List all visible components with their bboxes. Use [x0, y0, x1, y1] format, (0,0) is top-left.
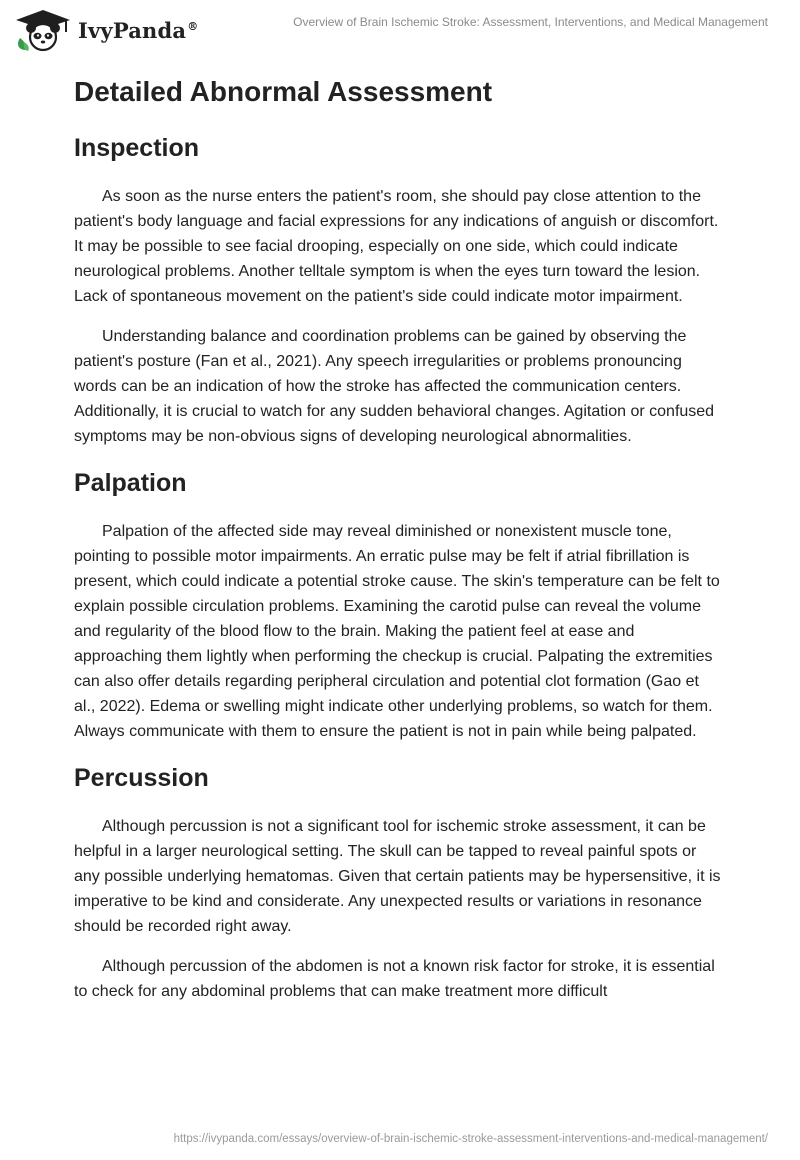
page-header — [0, 0, 800, 60]
paragraph: Although percussion is not a significant tool for ischemic stroke assessment, it can be helpful in a larger neurological setting. The skull can be tapped to reveal painful spots or any possible underlying hematomas. Given that certain patients may be hypersensitive, it is imperative to be kind and considerate. Any unexpected results or variations in resonance should be recorded right away. — [74, 818, 721, 935]
paragraph: Although percussion of the abdomen is not a known risk factor for stroke, it is essential to check for any abdominal problems that can make treatment more difficult — [74, 958, 715, 1000]
paragraph: Palpation of the affected side may reveal diminished or nonexistent muscle tone, pointing to possible motor impairments. An erratic pulse may be felt if atrial fibrillation is present, which could indicate a potential stroke cause. The skin's temperature can be felt to explain possible circulation problems. Examining the carotid pulse can reveal the volume and regularity of the blood flow to the brain. Making the patient feel at ease and approaching them lightly when performing the checkup is crucial. Palpating the extremities can also offer details regarding peripheral circulation and potential clot formation (Gao et al., 2022). Edema or swelling might indicate other underlying problems, so watch for them. Always communicate with them to ensure the patient is not in pain while being palpated. — [74, 523, 720, 740]
panda-graduation-cap-icon — [14, 8, 72, 52]
article-body — [74, 72, 724, 1004]
source-url[interactable]: https://ivypanda.com/essays/overview-of-brain-ischemic-stroke-assessment-interventions-and-medical-management/ — [173, 1133, 768, 1145]
section-heading-palpation: Palpation — [74, 469, 187, 497]
document-title: Overview of Brain Ischemic Stroke: Assessment, Interventions, and Medical Management — [293, 15, 768, 29]
section-heading-inspection: Inspection — [74, 134, 200, 162]
page-title: Detailed Abnormal Assessment — [74, 76, 493, 107]
brand-logo[interactable] — [14, 8, 198, 52]
paragraph: Understanding balance and coordination problems can be gained by observing the patient's posture (Fan et al., 2021). Any speech irregularities or problems pronouncing words can be an indication of how the stroke has affected the communication centers. Additionally, it is crucial to watch for any sudden behavioral changes. Agitation or confused symptoms may be non-obvious signs of developing neurological abnormalities. — [74, 328, 715, 445]
brand-name: IvyPanda® — [78, 17, 199, 43]
paragraph: As soon as the nurse enters the patient's room, she should pay close attention to the patient's body language and facial expressions for any indications of anguish or discomfort. It may be possible to see facial drooping, especially on one side, which could indicate neurological problems. Another telltale symptom is when the eyes turn toward the lesion. Lack of spontaneous movement on the patient's side could indicate motor impairment. — [74, 188, 719, 305]
section-heading-percussion: Percussion — [74, 764, 209, 792]
